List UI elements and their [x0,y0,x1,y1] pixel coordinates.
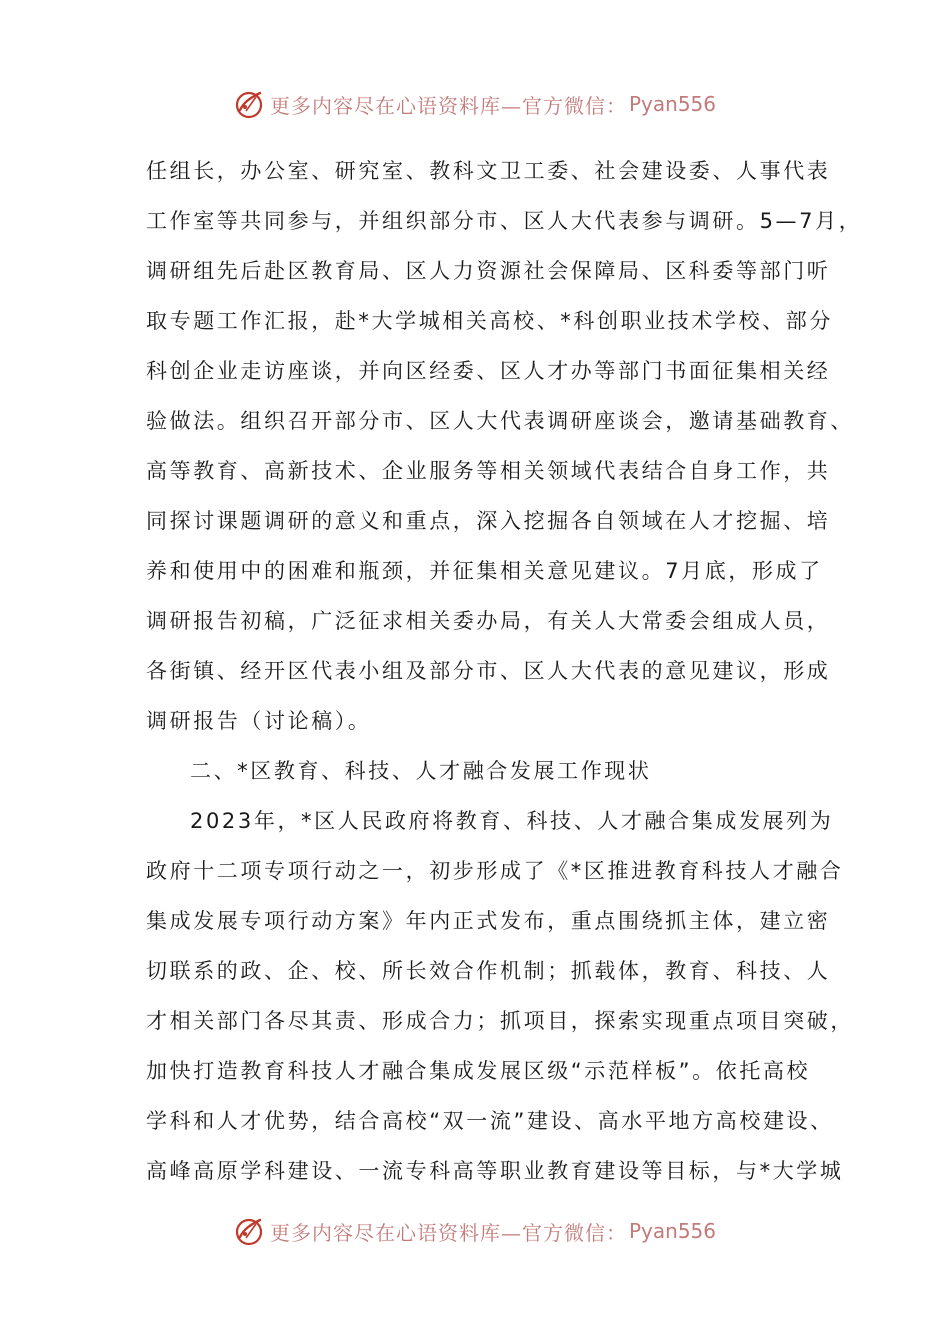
body-line: 政府十二项专项行动之一，初步形成了《*区推进教育科技人才融合 [146,859,844,883]
body-line: 集成发展专项行动方案》年内正式发布，重点围绕抓主体，建立密 [146,909,831,933]
body-line: 调研报告初稿，广泛征求相关委办局，有关人大常委会组成人员， [146,609,831,633]
body-line: 各街镇、经开区代表小组及部分市、区人大代表的意见建议，形成 [146,659,831,683]
body-line: 科创企业走访座谈，并向区经委、区人才办等部门书面征集相关经 [146,359,831,383]
section-heading: 二、*区教育、科技、人才融合发展工作现状 [190,759,652,783]
body-line: 取专题工作汇报，赴*大学城相关高校、*科创职业技术学校、部分 [146,309,833,333]
pen-logo-icon [234,1215,266,1247]
watermark-wechat-id: Pyan556 [628,1219,716,1243]
watermark-wechat-id: Pyan556 [628,92,716,116]
body-line: 高等教育、高新技术、企业服务等相关领域代表结合自身工作，共 [146,459,831,483]
body-line: 工作室等共同参与，并组织部分市、区人大代表参与调研。5—7月， [146,209,863,233]
watermark-header [0,84,950,124]
watermark-text: 更多内容尽在心语资料库—官方微信： [269,93,627,118]
watermark-footer [0,1211,950,1251]
document-body [146,146,863,1196]
body-line: 高峰高原学科建设、一流专科高等职业教育建设等目标，与*大学城 [146,1159,844,1183]
body-line: 才相关部门各尽其责、形成合力；抓项目，探索实现重点项目突破， [146,1009,854,1033]
body-line: 同探讨课题调研的意义和重点，深入挖掘各自领域在人才挖掘、培 [146,509,831,533]
body-line: 验做法。组织召开部分市、区人大代表调研座谈会，邀请基础教育、 [146,409,854,433]
body-line: 调研组先后赴区教育局、区人力资源社会保障局、区科委等部门听 [146,259,831,283]
body-line: 切联系的政、企、校、所长效合作机制；抓载体，教育、科技、人 [146,959,831,983]
body-line: 养和使用中的困难和瓶颈，并征集相关意见建议。7月底，形成了 [146,559,823,583]
body-line: 调研报告（讨论稿）。 [146,709,372,733]
body-line: 2023年，*区人民政府将教育、科技、人才融合集成发展列为 [190,809,834,833]
body-line: 加快打造教育科技人才融合集成发展区级“示范样板”。依托高校 [146,1059,811,1083]
body-line: 学科和人才优势，结合高校“双一流”建设、高水平地方高校建设、 [146,1109,834,1133]
pen-logo-icon [234,88,266,120]
watermark-text: 更多内容尽在心语资料库—官方微信： [269,1220,627,1245]
body-line: 任组长，办公室、研究室、教科文卫工委、社会建设委、人事代表 [146,159,831,183]
